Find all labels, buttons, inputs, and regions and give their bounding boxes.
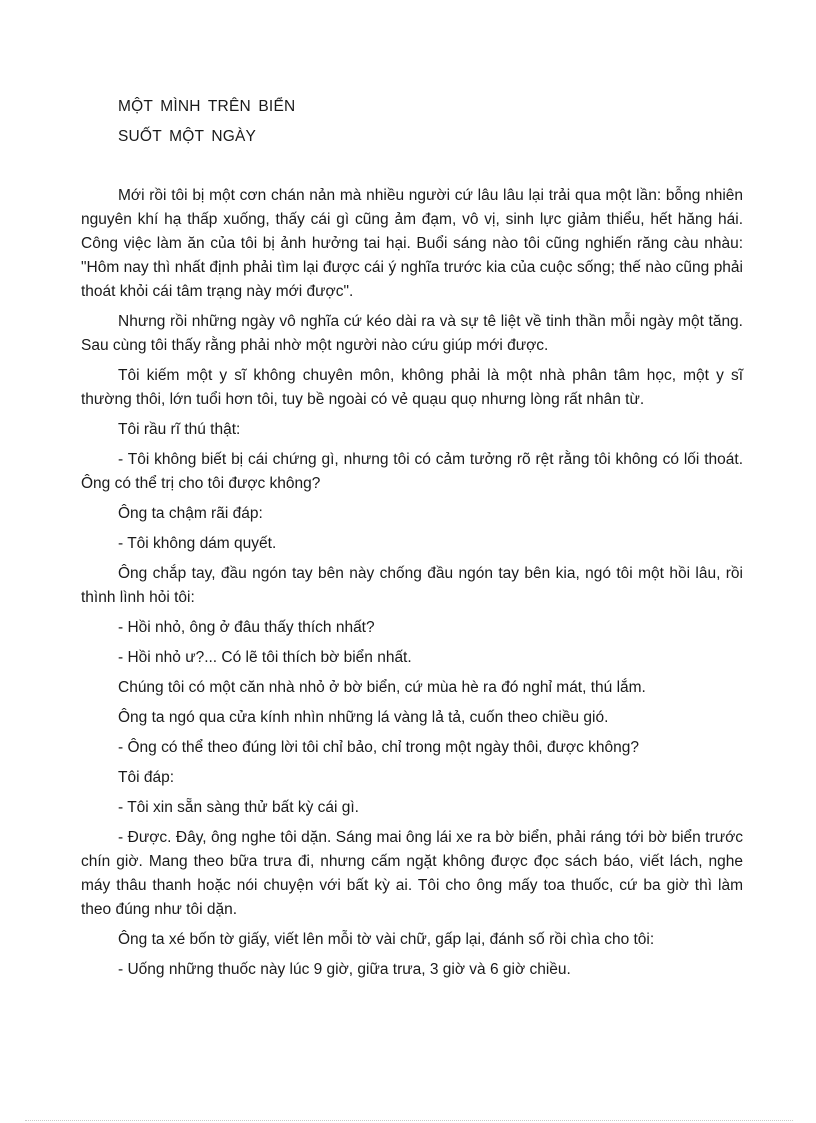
paragraph: Chúng tôi có một căn nhà nhỏ ở bờ biển, cứ mùa hè ra đó nghỉ mát, thú lắm. — [118, 679, 646, 696]
paragraph: Ông ta chậm rãi đáp: — [118, 505, 263, 522]
paragraph: Tôi đáp: — [118, 769, 175, 786]
paragraph: Nhưng rồi những ngày vô nghĩa cứ kéo dài ra và sự tê liệt về tinh thần mỗi ngày một tăng. Sau cùng tôi thấy rằng phải nhờ một người nào cứu giúp mới được. — [81, 313, 743, 354]
document-title — [118, 92, 295, 152]
page-break-divider — [25, 1120, 793, 1121]
paragraph: - Được. Đây, ông nghe tôi dặn. Sáng mai ông lái xe ra bờ biển, phải ráng tới bờ biển trước chín giờ. Mang theo bữa trưa đi, nhưng cấm ngặt không được đọc sách báo, viết lách, nghe máy thâu thanh hoặc nói chuyện với bất kỳ ai. Tôi cho ông mấy toa thuốc, cứ ba giờ thì làm theo đúng như tôi dặn. — [81, 829, 743, 918]
title-line-1: MỘT MÌNH TRÊN BIỂN — [118, 98, 296, 115]
paragraph: - Hồi nhỏ ư?... Có lẽ tôi thích bờ biển nhất. — [118, 649, 412, 666]
paragraph: Ông chắp tay, đầu ngón tay bên này chống đầu ngón tay bên kia, ngó tôi một hồi lâu, rồi thình lình hỏi tôi: — [81, 565, 743, 606]
paragraph: Tôi kiếm một y sĩ không chuyên môn, không phải là một nhà phân tâm học, một y sĩ thường thôi, lớn tuổi hơn tôi, tuy bề ngoài có vẻ quạu quọ nhưng lòng rất nhân từ. — [81, 367, 743, 408]
paragraph: - Hồi nhỏ, ông ở đâu thấy thích nhất? — [118, 619, 375, 636]
paragraph: Ông ta xé bốn tờ giấy, viết lên mỗi tờ vài chữ, gấp lại, đánh số rồi chìa cho tôi: — [118, 931, 655, 948]
paragraph: - Tôi không dám quyết. — [118, 535, 277, 552]
document-body — [81, 184, 743, 988]
title-line-2: SUỐT MỘT NGÀY — [118, 128, 257, 145]
paragraph: - Uống những thuốc này lúc 9 giờ, giữa trưa, 3 giờ và 6 giờ chiều. — [118, 961, 571, 978]
paragraph: - Tôi không biết bị cái chứng gì, nhưng tôi có cảm tưởng rõ rệt rằng tôi không có lối thoát. Ông có thể trị cho tôi được không? — [81, 451, 743, 492]
paragraph: - Ông có thể theo đúng lời tôi chỉ bảo, chỉ trong một ngày thôi, được không? — [118, 739, 639, 756]
paragraph: Mới rồi tôi bị một cơn chán nản mà nhiều người cứ lâu lâu lại trải qua một lần: bỗng nhiên nguyên khí hạ thấp xuống, thấy cái gì cũng ảm đạm, vô vị, sinh lực giảm thiểu, hết hăng hái. Công việc làm ăn của tôi bị ảnh hưởng tai hại. Buổi sáng nào tôi cũng nghiến răng càu nhàu: "Hôm nay thì nhất định phải tìm lại được cái ý nghĩa trước kia của cuộc sống; thế nào cũng phải thoát khỏi cái tâm trạng này mới được". — [81, 187, 743, 300]
paragraph: Tôi rầu rĩ thú thật: — [118, 421, 241, 438]
paragraph: - Tôi xin sẵn sàng thử bất kỳ cái gì. — [118, 799, 359, 816]
paragraph: Ông ta ngó qua cửa kính nhìn những lá vàng lả tả, cuốn theo chiều gió. — [118, 709, 609, 726]
